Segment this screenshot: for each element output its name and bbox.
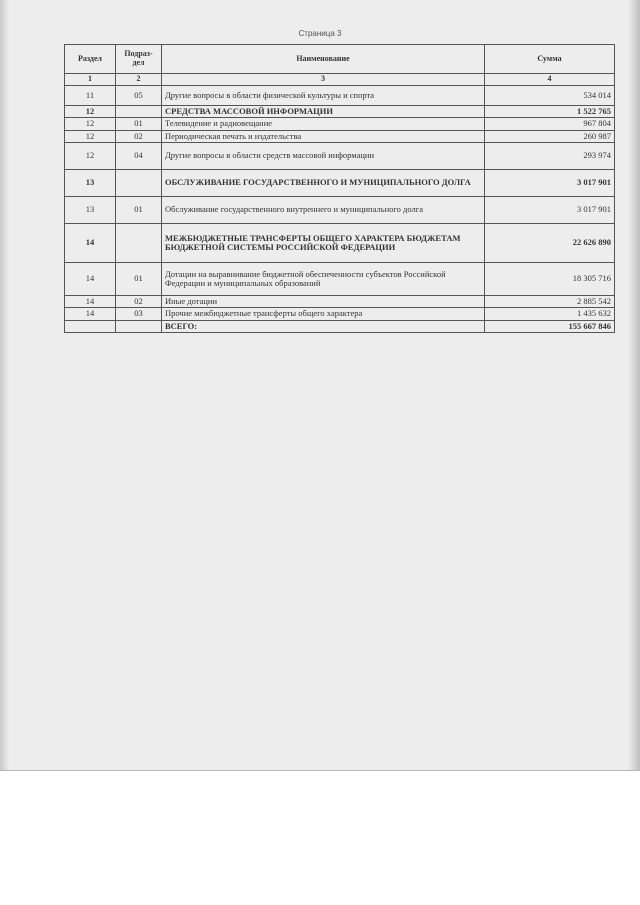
- razdel-cell: 13: [65, 197, 116, 224]
- razdel-cell: 13: [65, 170, 116, 197]
- name-cell: Дотации на выравнивание бюджетной обеспеченности субъектов Российской Федерации и муниципальных образований: [162, 263, 485, 296]
- sum-cell: 2 885 542: [485, 296, 615, 308]
- column-number-row: [65, 74, 615, 86]
- scan-shadow-right: [628, 0, 640, 770]
- podrazdel-cell: 01: [116, 197, 162, 224]
- name-cell: Прочие межбюджетные трансферты общего характера: [162, 308, 485, 320]
- table-row: [65, 308, 615, 320]
- total-empty-cell: [116, 320, 162, 332]
- podrazdel-cell: 01: [116, 118, 162, 130]
- sum-cell: 260 987: [485, 130, 615, 142]
- sum-cell: 293 974: [485, 143, 615, 170]
- sum-cell: 1 435 632: [485, 308, 615, 320]
- razdel-cell: 12: [65, 143, 116, 170]
- sum-cell: 18 305 716: [485, 263, 615, 296]
- page-number-label: Страница 3: [298, 29, 342, 38]
- column-number: 2: [116, 74, 162, 86]
- razdel-cell: 12: [65, 118, 116, 130]
- razdel-cell: 14: [65, 296, 116, 308]
- sum-cell: 3 017 901: [485, 197, 615, 224]
- table-row: [65, 143, 615, 170]
- podrazdel-cell: [116, 170, 162, 197]
- name-cell: Телевидение и радиовещание: [162, 118, 485, 130]
- sum-cell: 534 014: [485, 86, 615, 106]
- name-cell: Периодическая печать и издательства: [162, 130, 485, 142]
- razdel-cell: 11: [65, 86, 116, 106]
- name-cell: ОБСЛУЖИВАНИЕ ГОСУДАРСТВЕННОГО И МУНИЦИПАЛЬНОГО ДОЛГА: [162, 170, 485, 197]
- column-number: 4: [485, 74, 615, 86]
- podrazdel-cell: [116, 224, 162, 263]
- table-row: [65, 296, 615, 308]
- table-row: [65, 118, 615, 130]
- header-razdel: Раздел: [65, 45, 116, 74]
- budget-table: [64, 44, 615, 333]
- total-empty-cell: [65, 320, 116, 332]
- sum-cell: 3 017 901: [485, 170, 615, 197]
- name-cell: Обслуживание государственного внутреннего и муниципального долга: [162, 197, 485, 224]
- table-row: [65, 224, 615, 263]
- table-row: [65, 130, 615, 142]
- name-cell: Другие вопросы в области средств массовой информации: [162, 143, 485, 170]
- name-cell: СРЕДСТВА МАССОВОЙ ИНФОРМАЦИИ: [162, 106, 485, 118]
- podrazdel-cell: 01: [116, 263, 162, 296]
- table-row: [65, 106, 615, 118]
- table-row: [65, 170, 615, 197]
- header-name: Наименование: [162, 45, 485, 74]
- header-sum: Сумма: [485, 45, 615, 74]
- razdel-cell: 12: [65, 130, 116, 142]
- sum-cell: 967 804: [485, 118, 615, 130]
- razdel-cell: 14: [65, 263, 116, 296]
- header-podrazdel: Подраз-дел: [116, 45, 162, 74]
- podrazdel-cell: 02: [116, 296, 162, 308]
- header-row: [65, 45, 615, 74]
- total-sum: 155 667 846: [485, 320, 615, 332]
- razdel-cell: 14: [65, 308, 116, 320]
- sum-cell: 1 522 765: [485, 106, 615, 118]
- table-row: [65, 263, 615, 296]
- column-number: 1: [65, 74, 116, 86]
- name-cell: Другие вопросы в области физической культуры и спорта: [162, 86, 485, 106]
- razdel-cell: 14: [65, 224, 116, 263]
- scan-shadow-left: [0, 0, 9, 770]
- podrazdel-cell: 04: [116, 143, 162, 170]
- podrazdel-cell: 02: [116, 130, 162, 142]
- column-number: 3: [162, 74, 485, 86]
- name-cell: МЕЖБЮДЖЕТНЫЕ ТРАНСФЕРТЫ ОБЩЕГО ХАРАКТЕРА БЮДЖЕТАМ БЮДЖЕТНОЙ СИСТЕМЫ РОССИЙСКОЙ ФЕДЕРАЦИИ: [162, 224, 485, 263]
- name-cell: Иные дотации: [162, 296, 485, 308]
- total-row: [65, 320, 615, 332]
- podrazdel-cell: 05: [116, 86, 162, 106]
- table-row: [65, 86, 615, 106]
- podrazdel-cell: [116, 106, 162, 118]
- total-label: ВСЕГО:: [162, 320, 485, 332]
- podrazdel-cell: 03: [116, 308, 162, 320]
- sum-cell: 22 626 890: [485, 224, 615, 263]
- table-row: [65, 197, 615, 224]
- razdel-cell: 12: [65, 106, 116, 118]
